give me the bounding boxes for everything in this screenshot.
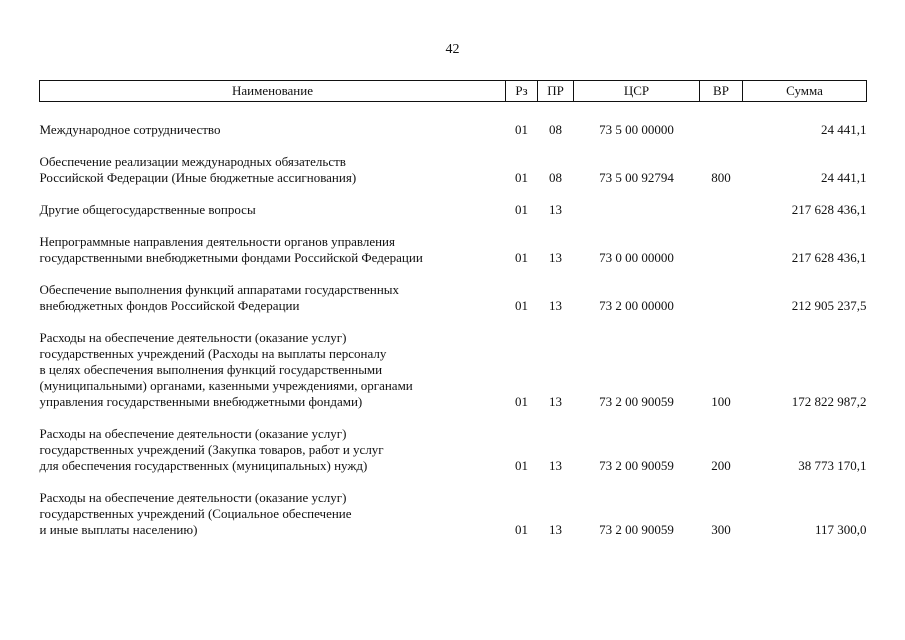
row-pr-cell: 13 <box>549 522 562 537</box>
row-vr-cell: 200 <box>711 458 731 473</box>
row-name-cell <box>40 234 506 282</box>
row-name-line: в целях обеспечения выполнения функций государственными <box>39 362 383 377</box>
row-name-line: Непрограммные направления деятельности органов управления <box>39 234 395 249</box>
row-csr-cell: 73 2 00 90059 <box>599 394 674 409</box>
row-sum-cell: 24 441,1 <box>821 122 867 137</box>
row-csr-cell: 73 5 00 00000 <box>599 122 674 137</box>
row-pr-cell: 08 <box>549 170 562 185</box>
row-name-cell <box>40 282 506 330</box>
table-body <box>40 102 867 555</box>
row-sum-cell: 212 905 237,5 <box>791 298 867 313</box>
row-sum-cell: 217 628 436,1 <box>791 202 867 217</box>
row-name-cell <box>40 122 506 154</box>
row-name-cell <box>40 202 506 234</box>
row-pr-cell: 08 <box>549 122 562 137</box>
row-name-cell <box>40 330 506 426</box>
row-csr-cell: 73 0 00 00000 <box>599 250 674 265</box>
row-name-line: для обеспечения государственных (муниципальных) нужд) <box>39 458 368 473</box>
budget-table <box>39 80 867 554</box>
row-name-line: Обеспечение выполнения функций аппаратами государственных <box>39 282 400 297</box>
table-row <box>40 202 867 234</box>
table-row <box>40 330 867 426</box>
table-row <box>40 282 867 330</box>
row-pr-cell: 13 <box>549 250 562 265</box>
header-csr: ЦСР <box>574 81 700 102</box>
row-name-line: Расходы на обеспечение деятельности (оказание услуг) <box>39 330 347 345</box>
row-rz-cell: 01 <box>515 122 528 137</box>
row-vr-cell: 100 <box>711 394 731 409</box>
row-csr-cell <box>574 202 700 234</box>
header-name: Наименование <box>40 81 506 102</box>
row-pr-cell: 13 <box>549 202 562 217</box>
row-rz-cell: 01 <box>515 522 528 537</box>
row-rz-cell: 01 <box>515 298 528 313</box>
row-rz-cell: 01 <box>515 202 528 217</box>
row-name-line: (муниципальными) органами, казенными учреждениями, органами <box>39 378 413 393</box>
header-sum: Сумма <box>743 81 867 102</box>
row-sum-cell: 117 300,0 <box>814 522 867 537</box>
table-row <box>40 234 867 282</box>
row-rz-cell: 01 <box>515 394 528 409</box>
row-rz-cell: 01 <box>515 250 528 265</box>
table-header-row <box>40 81 867 102</box>
row-name-line: государственными внебюджетными фондами Российской Федерации <box>39 250 423 265</box>
row-name-cell <box>40 426 506 490</box>
table-spacer-row <box>40 102 867 123</box>
row-name-line: Расходы на обеспечение деятельности (оказание услуг) <box>39 490 347 505</box>
row-csr-cell: 73 2 00 90059 <box>599 522 674 537</box>
table-row <box>40 122 867 154</box>
row-vr-cell <box>700 282 743 330</box>
table-row <box>40 426 867 490</box>
row-rz-cell: 01 <box>515 170 528 185</box>
row-rz-cell: 01 <box>515 458 528 473</box>
row-name-line: Обеспечение реализации международных обязательств <box>39 154 346 169</box>
row-sum-cell: 217 628 436,1 <box>791 250 867 265</box>
row-name-line: государственных учреждений (Закупка товаров, работ и услуг <box>39 442 384 457</box>
row-pr-cell: 13 <box>549 394 562 409</box>
header-rz: Рз <box>506 81 538 102</box>
row-pr-cell: 13 <box>549 298 562 313</box>
row-vr-cell <box>700 202 743 234</box>
row-csr-cell: 73 2 00 90059 <box>599 458 674 473</box>
row-name-line: Международное сотрудничество <box>39 122 221 137</box>
row-vr-cell <box>700 234 743 282</box>
page-number: 42 <box>445 42 460 57</box>
row-name-line: управления государственными внебюджетными фондами) <box>39 394 363 409</box>
table-row <box>40 490 867 554</box>
row-sum-cell: 172 822 987,2 <box>791 394 867 409</box>
row-name-cell <box>40 154 506 202</box>
table-row <box>40 154 867 202</box>
row-sum-cell: 24 441,1 <box>821 170 867 185</box>
row-name-cell <box>40 490 506 554</box>
row-name-line: государственных учреждений (Расходы на выплаты персоналу <box>39 346 387 361</box>
row-csr-cell: 73 2 00 00000 <box>599 298 674 313</box>
header-vr: ВР <box>700 81 743 102</box>
row-name-line: внебюджетных фондов Российской Федерации <box>39 298 300 313</box>
row-name-line: Другие общегосударственные вопросы <box>39 202 256 217</box>
row-vr-cell: 800 <box>711 170 731 185</box>
row-name-line: Расходы на обеспечение деятельности (оказание услуг) <box>39 426 347 441</box>
row-name-line: государственных учреждений (Социальное обеспечение <box>39 506 352 521</box>
row-name-line: Российской Федерации (Иные бюджетные ассигнования) <box>39 170 357 185</box>
row-sum-cell: 38 773 170,1 <box>798 458 867 473</box>
row-vr-cell: 300 <box>711 522 731 537</box>
row-name-line: и иные выплаты населению) <box>39 522 198 537</box>
row-csr-cell: 73 5 00 92794 <box>599 170 674 185</box>
header-pr: ПР <box>538 81 574 102</box>
row-vr-cell <box>700 122 743 154</box>
row-pr-cell: 13 <box>549 458 562 473</box>
